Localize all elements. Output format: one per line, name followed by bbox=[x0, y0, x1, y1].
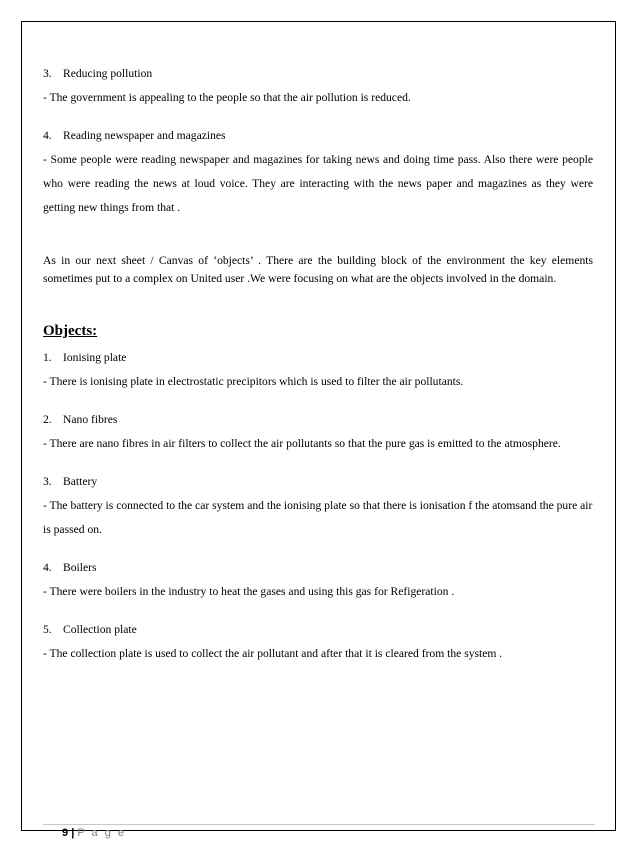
object-number: 1. bbox=[43, 351, 52, 364]
section-title-text: Reducing pollution bbox=[63, 67, 153, 80]
object-number: 5. bbox=[43, 623, 52, 636]
section-number: 4. bbox=[43, 129, 52, 142]
object-body: - There is ionising plate in electrostatic precipitors which is used to filter the air pollutants. bbox=[43, 375, 464, 388]
object-title-text: Ionising plate bbox=[63, 351, 127, 364]
objects-heading: Objects: bbox=[43, 323, 98, 339]
spacer bbox=[43, 288, 593, 320]
spacer bbox=[43, 604, 593, 618]
section-body: - The government is appealing to the people so that the air pollution is reduced. bbox=[43, 91, 411, 104]
object-title-text: Battery bbox=[63, 475, 98, 488]
object-body: - The collection plate is used to collect the air pollutant and after that it is cleared from the system . bbox=[43, 647, 503, 660]
spacer bbox=[43, 110, 593, 124]
object-title bbox=[43, 346, 593, 370]
object-number: 4. bbox=[43, 561, 52, 574]
object-title-text: Nano fibres bbox=[63, 413, 118, 426]
section-number: 3. bbox=[43, 67, 52, 80]
object-title bbox=[43, 408, 593, 432]
canvas-paragraph: As in our next sheet / Canvas of ‘objects’ . There are the building block of the environment the key elements sometimes put to a complex on United user .We were focusing on what are the objects involved in the domain. bbox=[43, 254, 593, 285]
spacer bbox=[43, 542, 593, 556]
object-title bbox=[43, 470, 593, 494]
object-number: 3. bbox=[43, 475, 52, 488]
object-title-text: Boilers bbox=[63, 561, 97, 574]
object-title-text: Collection plate bbox=[63, 623, 137, 636]
footer-rule bbox=[43, 824, 595, 825]
page-content bbox=[43, 62, 593, 666]
page-word: P a g e bbox=[77, 827, 126, 839]
section-body: - Some people were reading newspaper and magazines for taking news and doing time pass. Also there were people who were reading the news at loud voice. They are interacting with the news paper and magazines as they were getting new things from that . bbox=[43, 153, 593, 214]
spacer bbox=[43, 220, 593, 252]
section-title bbox=[43, 124, 593, 148]
page-number: 9 bbox=[62, 827, 69, 839]
page-footer bbox=[62, 826, 126, 840]
spacer bbox=[43, 394, 593, 408]
footer-separator: | bbox=[71, 827, 75, 839]
object-title bbox=[43, 618, 593, 642]
object-title bbox=[43, 556, 593, 580]
section-title bbox=[43, 62, 593, 86]
object-body: - There were boilers in the industry to heat the gases and using this gas for Refigeration . bbox=[43, 585, 455, 598]
object-number: 2. bbox=[43, 413, 52, 426]
object-body: - There are nano fibres in air filters to collect the air pollutants so that the pure gas is emitted to the atmosphere. bbox=[43, 437, 561, 450]
section-title-text: Reading newspaper and magazines bbox=[63, 129, 226, 142]
object-body: - The battery is connected to the car system and the ionising plate so that there is ionisation f the atomsand the pure air is passed on. bbox=[43, 499, 593, 536]
spacer bbox=[43, 456, 593, 470]
